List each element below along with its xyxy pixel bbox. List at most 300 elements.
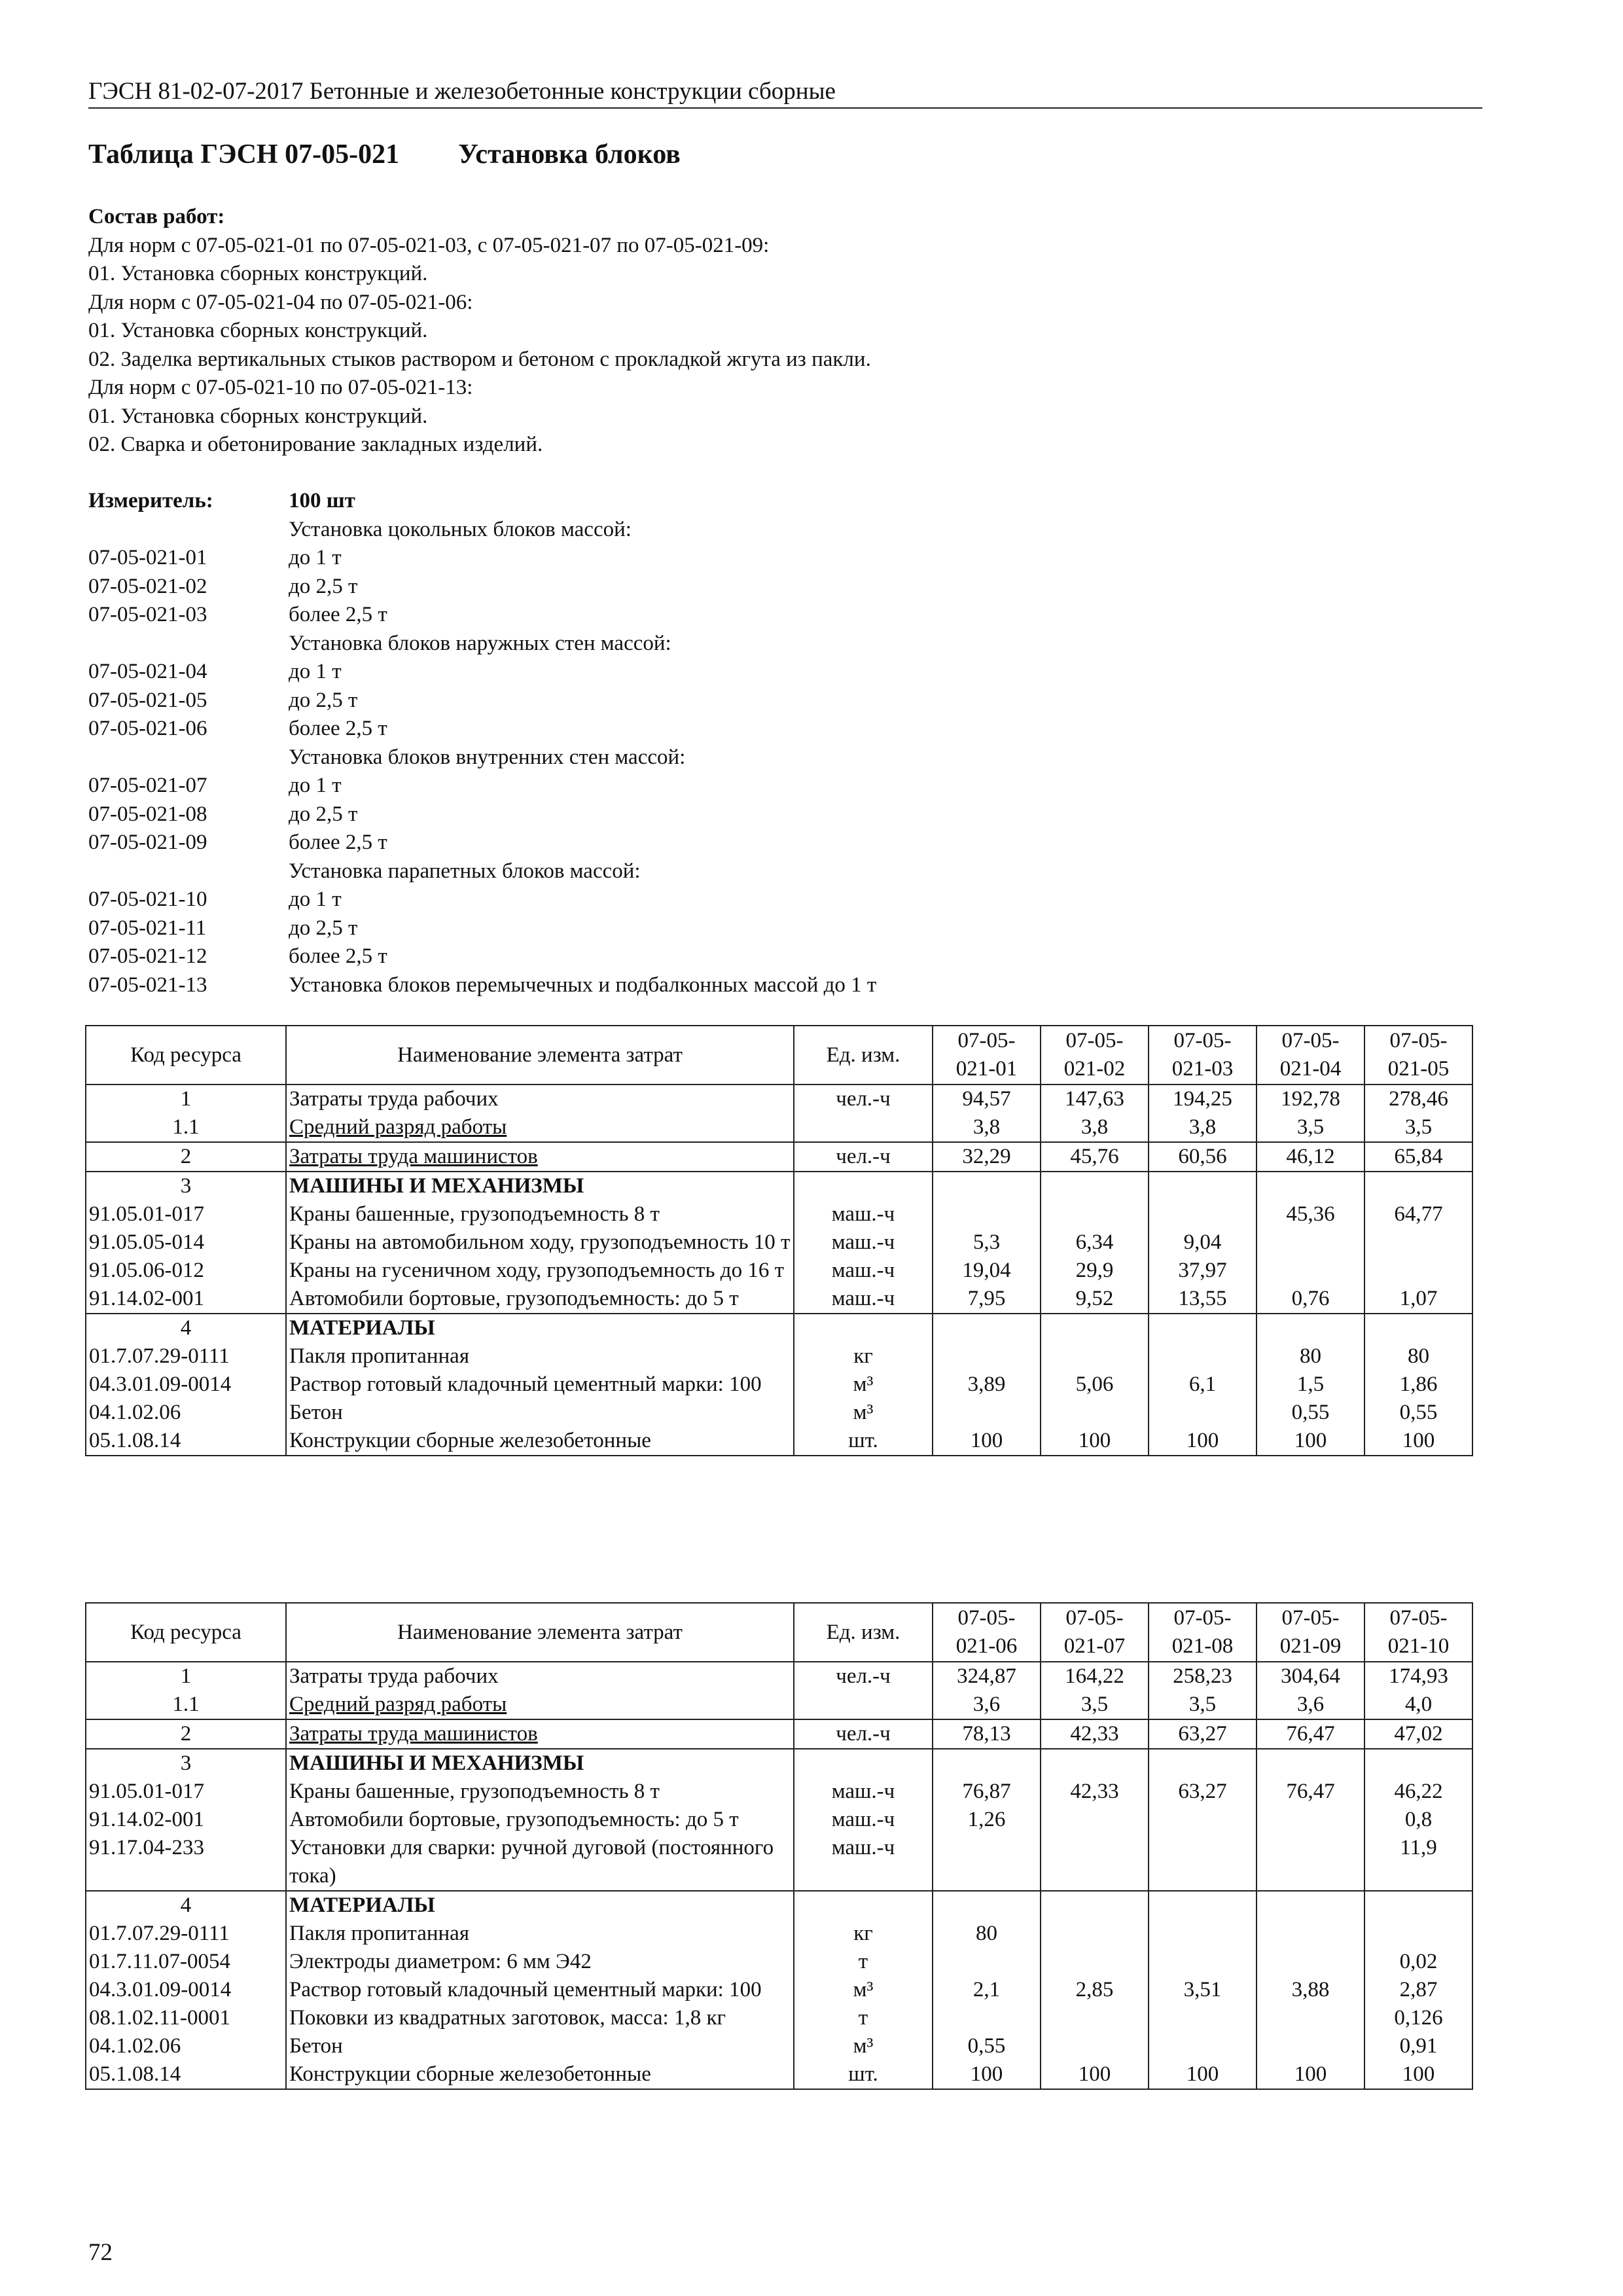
table-row [86,1342,1472,1371]
norm-value: 6,1 [1149,1371,1257,1399]
resource-code: 08.1.02.11-0001 [86,2004,286,2032]
resource-name: Затраты труда рабочих [286,1662,794,1691]
norm-value [933,1399,1041,1427]
column-header: Код ресурса [86,1603,286,1662]
norm-description: Установка парапетных блоков массой: [289,859,641,883]
resource-code: 04.3.01.09-0014 [86,1371,286,1399]
resource-code: 01.7.07.29-0111 [86,1342,286,1371]
resource-unit [794,1113,933,1142]
norm-value: 80 [1364,1342,1472,1371]
resource-name: Раствор готовый кладочный цементный марки: 100 [286,1371,794,1399]
resource-unit: маш.-ч [794,1257,933,1285]
resource-unit: маш.-ч [794,1834,933,1891]
table-row [86,1948,1472,1976]
resource-unit: кг [794,1342,933,1371]
column-header: 07-05- 021-07 [1041,1603,1149,1662]
norm-value: 37,97 [1149,1257,1257,1285]
resource-name: Затраты труда машинистов [286,1719,794,1749]
norm-value [1041,2032,1149,2060]
resource-code: 91.05.01-017 [86,1200,286,1229]
resource-name: МАТЕРИАЛЫ [286,1314,794,1342]
work-line: 01. Установка сборных конструкций. [88,319,428,342]
norm-value: 3,8 [1041,1113,1149,1142]
norm-row [88,857,876,886]
table-row [86,1778,1472,1806]
norm-value [1149,1172,1257,1200]
table-row [86,1200,1472,1229]
column-header: Ед. изм. [794,1603,933,1662]
work-line: Для норм с 07-05-021-10 по 07-05-021-13: [88,376,473,399]
norm-value: 3,6 [933,1691,1041,1719]
norm-value [1257,2032,1364,2060]
table-row [86,1257,1472,1285]
resource-name: Автомобили бортовые, грузоподъемность: до 5 т [286,1285,794,1314]
norm-value [1149,1891,1257,1920]
norm-value: 164,22 [1041,1662,1149,1691]
norm-value [933,1948,1041,1976]
norm-description: более 2,5 т [289,717,387,740]
resource-name: Поковки из квадратных заготовок, масса: 1,8 кг [286,2004,794,2032]
norm-code: 07-05-021-12 [88,944,207,968]
norm-code [88,857,289,886]
resource-unit: чел.-ч [794,1085,933,1113]
resource-code: 2 [86,1719,286,1749]
norm-value: 147,63 [1041,1085,1149,1113]
norm-value: 192,78 [1257,1085,1364,1113]
table-row [86,1399,1472,1427]
work-line: Для норм с 07-05-021-04 по 07-05-021-06: [88,290,473,314]
resource-code: 4 [86,1891,286,1920]
norm-value [1149,1200,1257,1229]
resource-unit: кг [794,1920,933,1948]
norm-row [88,516,876,545]
resource-unit: м³ [794,1371,933,1399]
norm-row [88,715,876,744]
norm-value: 100 [1364,1427,1472,1456]
resource-code: 91.05.05-014 [86,1229,286,1257]
resource-name: Краны башенные, грузоподъемность 8 т [286,1778,794,1806]
table-row [86,1427,1472,1456]
norm-value [1041,1806,1149,1834]
norm-value: 19,04 [933,1257,1041,1285]
table-row [86,1172,1472,1200]
norm-value [933,1200,1041,1229]
norm-description: Установка блоков перемычечных и подбалконных массой до 1 т [289,973,877,997]
table-row [86,1749,1472,1778]
norm-value [1041,1749,1149,1778]
norm-value [933,2004,1041,2032]
norm-description: более 2,5 т [289,944,387,968]
header-row [86,1026,1472,1085]
norm-value: 3,5 [1257,1113,1364,1142]
work-line: 02. Сварка и обетонирование закладных изделий. [88,433,543,456]
norm-value: 80 [933,1920,1041,1948]
measure-unit-row [88,487,876,516]
resource-unit: чел.-ч [794,1719,933,1749]
norm-value: 0,02 [1364,1948,1472,1976]
work-line: 02. Заделка вертикальных стыков раствором и бетоном с прокладкой жгута из пакли. [88,347,871,371]
column-header: 07-05- 021-04 [1257,1026,1364,1085]
norm-code: 07-05-021-07 [88,774,207,797]
norm-value: 5,06 [1041,1371,1149,1399]
table-row [86,2032,1472,2060]
column-header: Код ресурса [86,1026,286,1085]
norm-value [1041,1314,1149,1342]
norm-row [88,800,876,829]
table-row [86,1976,1472,2004]
norm-row [88,744,876,772]
norm-value: 65,84 [1364,1142,1472,1172]
norm-row [88,630,876,658]
resource-unit: маш.-ч [794,1285,933,1314]
resource-name: Краны башенные, грузоподъемность 8 т [286,1200,794,1229]
norm-code: 07-05-021-04 [88,660,207,683]
resource-table-1 [85,1025,1473,1456]
resource-code: 91.05.01-017 [86,1778,286,1806]
norm-code: 07-05-021-05 [88,688,207,712]
norm-value: 76,47 [1257,1719,1364,1749]
norm-code [88,744,289,772]
column-header: 07-05- 021-09 [1257,1603,1364,1662]
norm-value: 0,76 [1257,1285,1364,1314]
norm-value: 3,89 [933,1371,1041,1399]
norm-value: 2,85 [1041,1976,1149,2004]
norm-value [1041,1342,1149,1371]
norm-value [1149,1342,1257,1371]
norm-value [1149,2032,1257,2060]
column-header: 07-05- 021-10 [1364,1603,1472,1662]
norm-value [1364,1172,1472,1200]
norm-row [88,658,876,687]
norm-code: 07-05-021-08 [88,802,207,826]
norm-value: 100 [933,1427,1041,1456]
norm-value: 3,88 [1257,1976,1364,2004]
resource-name: Затраты труда рабочих [286,1085,794,1113]
norm-value [1257,1891,1364,1920]
norm-value: 76,87 [933,1778,1041,1806]
resource-code: 01.7.07.29-0111 [86,1920,286,1948]
norm-value: 0,55 [933,2032,1041,2060]
column-header: Наименование элемента затрат [286,1603,794,1662]
norm-value [1041,1948,1149,1976]
page-number: 72 [88,2239,113,2266]
norm-value: 258,23 [1149,1662,1257,1691]
norm-value: 63,27 [1149,1778,1257,1806]
norm-code [88,630,289,658]
resource-code: 4 [86,1314,286,1342]
column-header: 07-05- 021-03 [1149,1026,1257,1085]
resource-code: 05.1.08.14 [86,2060,286,2089]
resource-name: Средний разряд работы [286,1113,794,1142]
norm-value: 13,55 [1149,1285,1257,1314]
resource-code: 1 [86,1085,286,1113]
resource-unit: маш.-ч [794,1229,933,1257]
norm-value [1149,2004,1257,2032]
resource-code: 3 [86,1749,286,1778]
norm-value [1149,1399,1257,1427]
norm-value [1364,1229,1472,1257]
norm-value: 76,47 [1257,1778,1364,1806]
norm-value [933,1834,1041,1891]
norm-value [1364,1749,1472,1778]
norm-value [1041,1200,1149,1229]
resource-unit: шт. [794,2060,933,2089]
norm-value: 0,55 [1364,1399,1472,1427]
norm-value [1041,1172,1149,1200]
resource-name: Конструкции сборные железобетонные [286,1427,794,1456]
table-row [86,1691,1472,1719]
resource-name: Пакля пропитанная [286,1342,794,1371]
resource-unit: м³ [794,2032,933,2060]
table-name: Установка блоков [458,139,681,170]
norm-value: 42,33 [1041,1719,1149,1749]
table-row [86,2004,1472,2032]
norm-value: 9,52 [1041,1285,1149,1314]
norm-value [1364,1257,1472,1285]
norm-value [1257,1257,1364,1285]
norm-value: 2,87 [1364,1976,1472,2004]
resource-name: Автомобили бортовые, грузоподъемность: до 5 т [286,1806,794,1834]
norm-value [1149,1948,1257,1976]
table-row [86,1371,1472,1399]
norm-value: 3,5 [1041,1691,1149,1719]
norm-code: 07-05-021-09 [88,831,207,854]
norm-value: 47,02 [1364,1719,1472,1749]
norm-description: Установка блоков внутренних стен массой: [289,745,686,769]
table-code: Таблица ГЭСН 07-05-021 [88,139,400,170]
norm-description: до 2,5 т [289,688,358,712]
norm-description: до 1 т [289,660,342,683]
norm-value [1257,1920,1364,1948]
resource-name: МАШИНЫ И МЕХАНИЗМЫ [286,1172,794,1200]
norm-row [88,687,876,715]
norm-value [1257,1834,1364,1891]
resource-code: 91.14.02-001 [86,1806,286,1834]
column-header: 07-05- 021-05 [1364,1026,1472,1085]
table-row [86,1920,1472,1948]
norm-code: 07-05-021-13 [88,973,207,997]
measure-block [88,487,876,999]
resource-name: Электроды диаметром: 6 мм Э42 [286,1948,794,1976]
norm-value: 45,76 [1041,1142,1149,1172]
resource-code: 2 [86,1142,286,1172]
norm-value: 3,51 [1149,1976,1257,2004]
column-header: 07-05- 021-01 [933,1026,1041,1085]
norm-row [88,601,876,630]
norm-value: 100 [1364,2060,1472,2089]
resource-code: 01.7.11.07-0054 [86,1948,286,1976]
norm-value [1257,1749,1364,1778]
table-title [88,139,681,170]
norm-value [1257,2004,1364,2032]
column-header: 07-05- 021-06 [933,1603,1041,1662]
norm-value: 1,26 [933,1806,1041,1834]
norm-value: 9,04 [1149,1229,1257,1257]
norm-value [1257,1948,1364,1976]
norm-description: более 2,5 т [289,603,387,626]
norm-value: 304,64 [1257,1662,1364,1691]
resource-unit: т [794,1948,933,1976]
norm-value: 100 [1041,2060,1149,2089]
resource-name: Раствор готовый кладочный цементный марки: 100 [286,1976,794,2004]
header-row [86,1603,1472,1662]
running-header: ГЭСН 81-02-07-2017 Бетонные и железобетонные конструкции сборные [88,77,1482,109]
norm-value: 3,8 [1149,1113,1257,1142]
resource-unit [794,1314,933,1342]
norm-value: 1,86 [1364,1371,1472,1399]
norm-row [88,829,876,857]
norm-value: 45,36 [1257,1200,1364,1229]
norm-code: 07-05-021-11 [88,916,207,940]
resource-code: 04.1.02.06 [86,1399,286,1427]
table-row [86,1229,1472,1257]
norm-row [88,544,876,573]
resource-unit [794,1172,933,1200]
norm-value: 100 [1041,1427,1149,1456]
resource-unit: м³ [794,1399,933,1427]
resource-unit: т [794,2004,933,2032]
norm-value: 0,91 [1364,2032,1472,2060]
norm-value [1149,1749,1257,1778]
norm-description: до 2,5 т [289,574,358,598]
norm-value [933,1172,1041,1200]
norm-value: 78,13 [933,1719,1041,1749]
table-row [86,1285,1472,1314]
resource-code: 3 [86,1172,286,1200]
norm-value: 3,5 [1149,1691,1257,1719]
norm-value: 100 [1257,1427,1364,1456]
table-row [86,1891,1472,1920]
norm-value [933,1891,1041,1920]
resource-name: МАШИНЫ И МЕХАНИЗМЫ [286,1749,794,1778]
resource-code: 91.05.06-012 [86,1257,286,1285]
resource-unit: маш.-ч [794,1200,933,1229]
column-header: 07-05- 021-02 [1041,1026,1149,1085]
norm-code: 07-05-021-01 [88,546,207,569]
norm-code: 07-05-021-10 [88,888,207,911]
norm-value [1364,1920,1472,1948]
norm-value: 324,87 [933,1662,1041,1691]
resource-table-2 [85,1602,1473,2090]
norm-value [1041,1834,1149,1891]
column-header: Ед. изм. [794,1026,933,1085]
norm-value: 80 [1257,1342,1364,1371]
resource-name: Пакля пропитанная [286,1920,794,1948]
resource-name: Установки для сварки: ручной дуговой (постоянного тока) [286,1834,794,1891]
resource-name: МАТЕРИАЛЫ [286,1891,794,1920]
norm-row [88,573,876,601]
table-row [86,1314,1472,1342]
resource-name: Бетон [286,2032,794,2060]
table-row [86,1834,1472,1891]
norm-value [1149,1834,1257,1891]
norm-value [933,1342,1041,1371]
norm-code [88,516,289,545]
norm-value [1257,1229,1364,1257]
norm-value: 46,12 [1257,1142,1364,1172]
resource-unit: шт. [794,1427,933,1456]
work-line: Для норм с 07-05-021-01 по 07-05-021-03, с 07-05-021-07 по 07-05-021-09: [88,233,770,257]
norm-value [1041,2004,1149,2032]
resource-name: Конструкции сборные железобетонные [286,2060,794,2089]
norm-value: 278,46 [1364,1085,1472,1113]
norm-value [1041,1891,1149,1920]
resource-code: 91.17.04-233 [86,1834,286,1891]
norm-row [88,914,876,943]
norm-value: 32,29 [933,1142,1041,1172]
resource-code: 1 [86,1662,286,1691]
work-heading: Состав работ: [88,205,225,228]
resource-code: 1.1 [86,1113,286,1142]
norm-value: 3,5 [1364,1113,1472,1142]
work-line: 01. Установка сборных конструкций. [88,262,428,285]
norm-value: 2,1 [933,1976,1041,2004]
table-row [86,1142,1472,1172]
resource-name: Краны на гусеничном ходу, грузоподъемность до 16 т [286,1257,794,1285]
norm-description: до 1 т [289,888,342,911]
norm-value [1149,1920,1257,1948]
norm-value: 100 [1149,1427,1257,1456]
norm-code: 07-05-021-02 [88,574,207,598]
norm-value [1041,1920,1149,1948]
norm-value: 63,27 [1149,1719,1257,1749]
resource-unit: маш.-ч [794,1806,933,1834]
norm-value: 60,56 [1149,1142,1257,1172]
norm-value: 100 [933,2060,1041,2089]
column-header: 07-05- 021-08 [1149,1603,1257,1662]
norm-description: Установка блоков наружных стен массой: [289,631,671,655]
resource-unit: чел.-ч [794,1662,933,1691]
norm-row [88,942,876,971]
resource-code: 04.1.02.06 [86,2032,286,2060]
norm-description: Установка цокольных блоков массой: [289,517,632,541]
work-line: 01. Установка сборных конструкций. [88,404,428,428]
norm-value: 1,07 [1364,1285,1472,1314]
norm-value: 5,3 [933,1229,1041,1257]
norm-value: 0,126 [1364,2004,1472,2032]
resource-unit [794,1891,933,1920]
norm-value: 6,34 [1041,1229,1149,1257]
norm-value: 174,93 [1364,1662,1472,1691]
norm-row [88,971,876,1000]
norm-value: 64,77 [1364,1200,1472,1229]
resource-code: 91.14.02-001 [86,1285,286,1314]
table-row [86,1719,1472,1749]
norm-value: 42,33 [1041,1778,1149,1806]
table-row [86,1113,1472,1142]
resource-name: Бетон [286,1399,794,1427]
measure-label: Измеритель: [88,489,213,512]
norm-code: 07-05-021-03 [88,603,207,626]
norm-value: 94,57 [933,1085,1041,1113]
norm-description: до 1 т [289,546,342,569]
table-row [86,2060,1472,2089]
norm-description: до 2,5 т [289,916,358,940]
norm-row [88,886,876,914]
measure-unit: 100 шт [289,489,355,512]
table-row [86,1085,1472,1113]
norm-value [1364,1314,1472,1342]
resource-code: 1.1 [86,1691,286,1719]
norm-code: 07-05-021-06 [88,717,207,740]
resource-name: Краны на автомобильном ходу, грузоподъемность 10 т [286,1229,794,1257]
norm-value: 46,22 [1364,1778,1472,1806]
work-lines [88,232,871,459]
resource-unit: м³ [794,1976,933,2004]
work-composition [88,203,871,459]
table-row [86,1662,1472,1691]
norm-value: 1,5 [1257,1371,1364,1399]
